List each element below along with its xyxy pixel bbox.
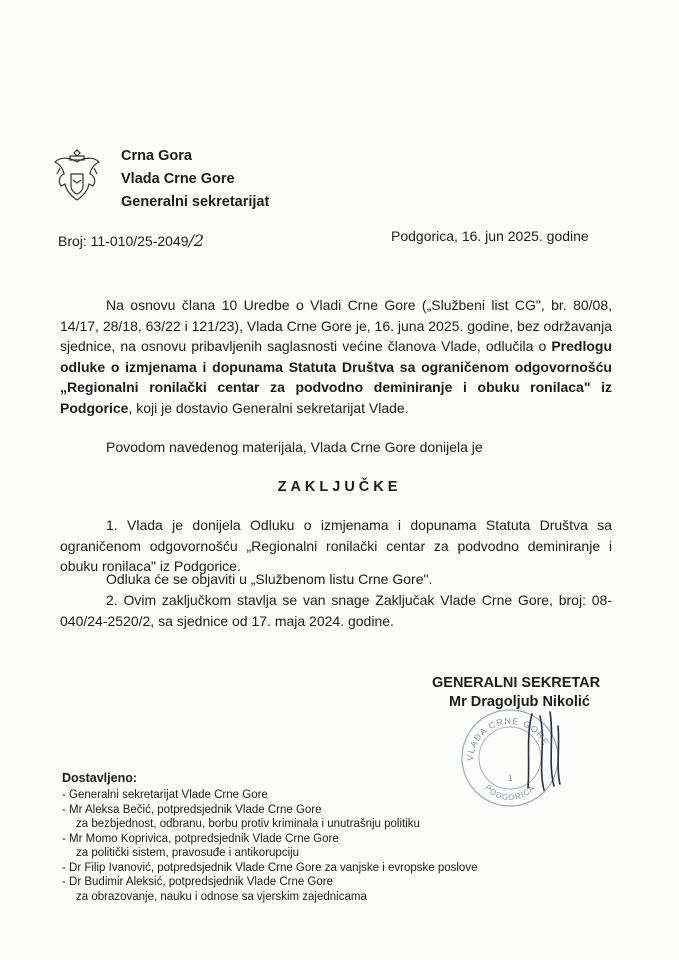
place-date: Podgorica, 16. jun 2025. godine — [391, 228, 589, 244]
header-block — [121, 145, 269, 214]
distribution-item: - Mr Momo Koprivica, potpredsjednik Vlade Crne Gore — [62, 832, 339, 845]
intro-text-2: , koji je dostavio Generalni sekretarijat Vlade. — [128, 399, 409, 416]
conclusion-1: 1. Vlada je donijela Odluku o izmjenama i dopunama Statuta Društva sa ograničenom odgovornošću „Regionalni ronilački centar za podvodno deminiranje i obuku ronilaca" iz Podgorice. — [60, 517, 612, 574]
signature-title: GENERALNI SEKRETAR — [432, 675, 601, 691]
reference-label: Broj: 11-010/25-2049 — [58, 233, 189, 249]
stamp-number: 1 — [508, 774, 513, 783]
reference-number — [58, 231, 204, 250]
stamp-bottom-text: PODGORICA — [483, 783, 537, 803]
distribution-item: za politički sistem, pravosuđe i antikorupciju — [76, 847, 300, 859]
intro-paragraph — [60, 295, 612, 418]
header-country: Crna Gora — [121, 148, 192, 164]
intro-paragraph-2: Povodom navedenog materijala, Vlada Crne Gore donijela je — [106, 439, 483, 455]
intro-subject: Predlogu odluke o izmjenama i dopunama Statuta Društva sa ograničenom odgovornošću „Regionalni ronilački centar za podvodno deminiranje i obuku ronilaca" iz Podgorice — [60, 338, 612, 416]
header-secretariat: Generalni sekretarijat — [121, 194, 270, 210]
distribution-item: - Dr Filip Ivanović, potpredsjednik Vlade Crne Gore za vanjske i evropske poslove — [62, 861, 478, 874]
signature-name: Mr Dragoljub Nikolić — [449, 694, 590, 710]
intro-text-1: Na osnovu člana 10 Uredbe o Vladi Crne Gore („Službeni list CG", br. 80/08, 14/17, 28/18, 63/22 i 121/23), Vlada Crne Gore je, 16. juna 2025. godine, bez održavanja sjednice, na osnovu pribavljenih saglasnosti većine članova Vlade, odlučila o — [60, 297, 612, 354]
distribution-item: za obrazovanje, nauku i odnose sa vjerskim zajednicama — [76, 890, 367, 903]
distribution-item: za bezbjednost, odbranu, borbu protiv kriminala i unutrašnju politiku — [76, 818, 420, 830]
conclusion-1-note: Odluka će se objaviti u „Službenom listu Crne Gore". — [106, 571, 433, 587]
conclusion-2: 2. Ovim zaključkom stavlja se van snage Zaključak Vlade Crne Gore, broj: 08-040/24-2520/2, sa sjednice od 17. maja 2024. godine. — [60, 592, 612, 629]
header-government: Vlada Crne Gore — [121, 171, 235, 187]
document-title: ZAKLJUČKE — [277, 479, 402, 495]
reference-handwritten: /2 — [188, 231, 205, 250]
distribution-item: - Dr Budimir Aleksić, potpredsjednik Vlade Crne Gore — [62, 876, 334, 888]
handwritten-signature — [520, 706, 580, 796]
distribution-label: Dostavljeno: — [62, 771, 138, 785]
distribution-item: - Mr Aleksa Bečić, potpredsjednik Vlade Crne Gore — [62, 803, 322, 816]
stamp-top-text: VLADA CRNE GORE — [464, 715, 552, 762]
distribution-list — [62, 788, 477, 904]
coat-of-arms-icon — [52, 148, 102, 206]
distribution-item: - Generalni sekretarijat Vlade Crne Gore — [62, 789, 268, 801]
